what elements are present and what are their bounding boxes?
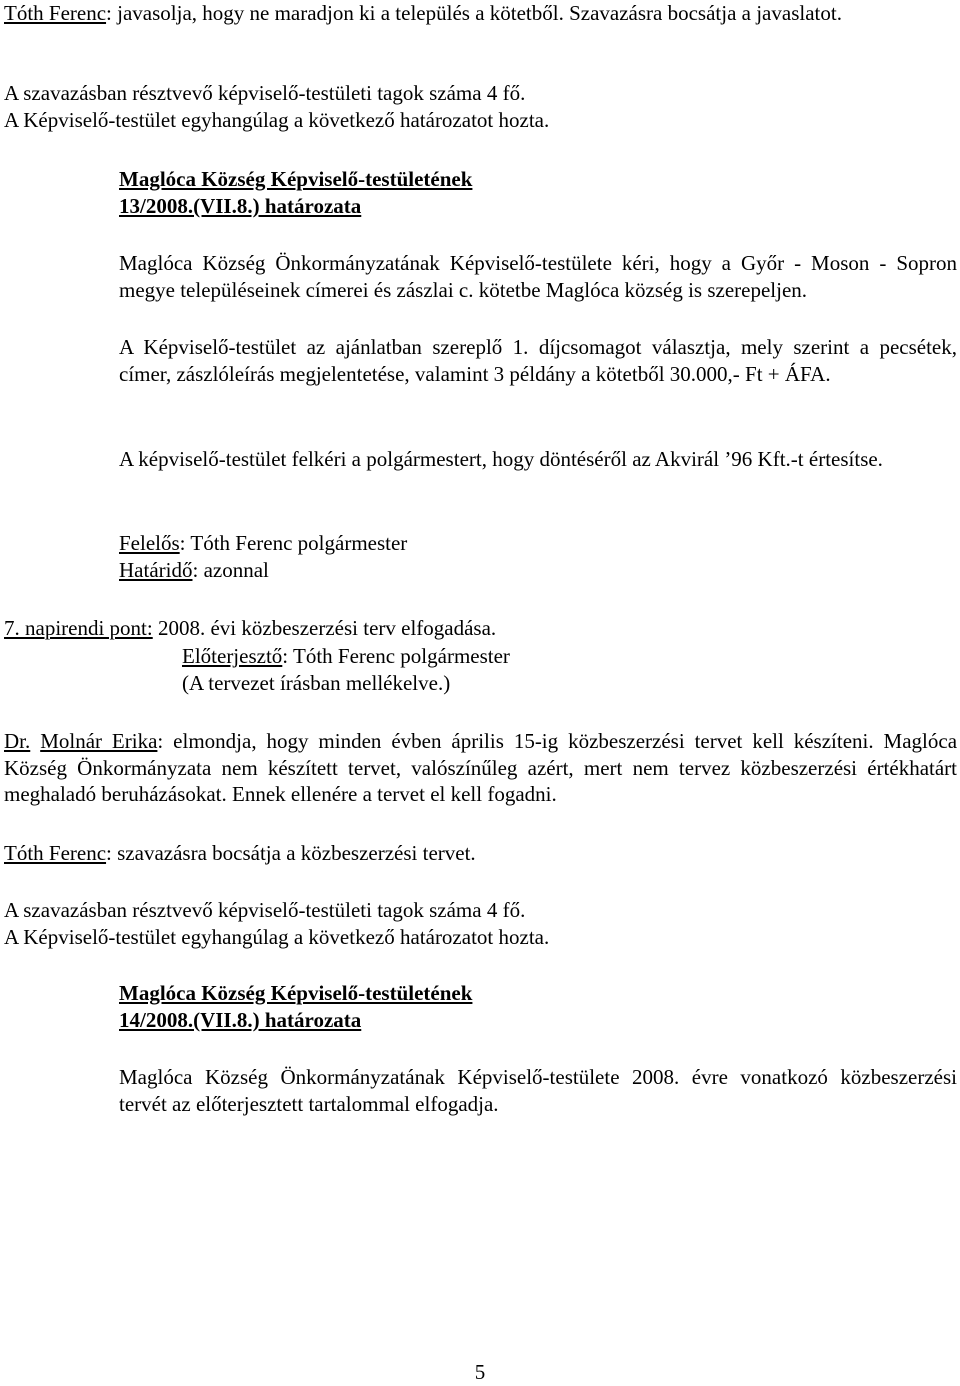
agenda-item-7 (4, 615, 957, 642)
speaker-name: Tóth Ferenc (4, 841, 107, 865)
resolution-number: 13/2008.(VII.8.) határozata (119, 193, 362, 218)
responsible-value: : Tóth Ferenc polgármester (179, 531, 408, 555)
resolution-13-paragraph-3: A képviselő-testület felkéri a polgármestert, hogy döntéséről az Akvirál ’96 Kft.-t értesítse. (119, 447, 883, 471)
paragraph-text: : javasolja, hogy ne maradjon ki a település a kötetből. Szavazásra bocsátja a javaslatot. (106, 1, 842, 25)
paragraph-molnar-erika (4, 728, 957, 808)
resolution-14-paragraph-1: Maglóca Község Önkormányzatának Képviselő-testülete 2008. évre vonatkozó közbeszerzési tervét az előterjesztett tartalommal elfogadja. (119, 1065, 957, 1116)
resolution-13-heading (119, 166, 957, 219)
vote-participants: A szavazásban résztvevő képviselő-testületi tagok száma 4 fő. (4, 898, 526, 922)
paragraph-toth-ferenc-1 (4, 0, 957, 27)
deadline-label: Határidő (119, 557, 193, 582)
vote-participants: A szavazásban résztvevő képviselő-testületi tagok száma 4 fő. (4, 81, 526, 105)
vote-summary-1 (4, 80, 957, 133)
speaker-name: Molnár Erika (40, 729, 158, 753)
paragraph-text: : szavazásra bocsátja a közbeszerzési tervet. (106, 841, 476, 865)
agenda-title: 2008. évi közbeszerzési terv elfogadása. (152, 616, 497, 640)
resolution-body-title: Maglóca Község Képviselő-testületének (119, 981, 473, 1005)
agenda-title-line (4, 615, 957, 642)
resolution-number: 14/2008.(VII.8.) határozata (119, 1007, 362, 1032)
paragraph-toth-ferenc-2 (4, 840, 957, 867)
presenter-label: Előterjesztő (182, 644, 283, 668)
presenter-value: : Tóth Ferenc polgármester (282, 644, 510, 668)
agenda-item-7-details (182, 643, 882, 696)
attachment-note: (A tervezet írásban mellékelve.) (182, 670, 451, 695)
resolution-13-paragraph-1: Maglóca Község Önkormányzatának Képviselő-testülete kéri, hogy a Győr - Moson - Sopron megye településeinek címerei és zászlai c. kötetbe Maglóca község is szerepeljen. (119, 251, 957, 302)
vote-result: A Képviselő-testület egyhangúlag a következő határozatot hozta. (4, 107, 550, 132)
vote-result: A Képviselő-testület egyhangúlag a következő határozatot hozta. (4, 924, 550, 949)
page-number: 5 (474, 1360, 486, 1384)
deadline-line (119, 557, 957, 584)
resolution-14-heading (119, 980, 957, 1033)
paragraph-text: : elmondja, hogy minden évben április 15-ig közbeszerzési tervet kell készíteni. Maglóca Község Önkormányzata nem készített tervet, valószínűleg azért, mert nem tervez közbeszerzési értékhatárt meghaladó beruházásokat. Ennek ellenére a tervet el kell fogadni. (4, 729, 958, 806)
speaker-name: Tóth Ferenc (4, 1, 107, 25)
resolution-body-title: Maglóca Község Képviselő-testületének (119, 167, 473, 191)
resolution-13-responsibility (119, 530, 957, 583)
speaker-prefix: Dr. (4, 729, 31, 753)
responsible-label: Felelős (119, 531, 180, 555)
agenda-label: 7. napirendi pont: (4, 616, 153, 640)
deadline-value: : azonnal (192, 557, 269, 582)
presenter-line (182, 643, 882, 670)
vote-summary-2 (4, 897, 957, 950)
responsible-line (119, 530, 957, 557)
resolution-13-paragraph-2: A Képviselő-testület az ajánlatban szereplő 1. díjcsomagot választja, mely szerint a pecsétek, címer, zászlóleírás megjelentetése, valamint 3 példány a kötetből 30.000,- Ft + ÁFA. (119, 335, 957, 386)
